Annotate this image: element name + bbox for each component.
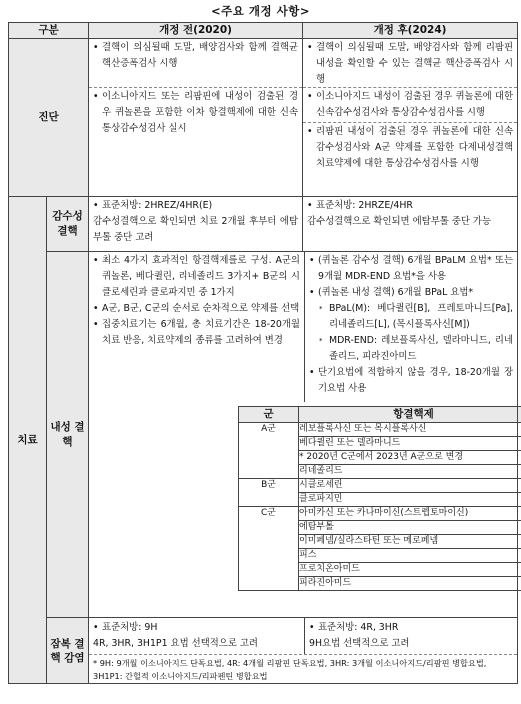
drug-table-col-group: 군 xyxy=(239,407,299,423)
header-category: 구분 xyxy=(9,23,89,39)
group-c-drug-3: 이미페넴/실라스타틴 또는 메로페넴 xyxy=(299,535,521,549)
group-c-drug-2: 에탐부톨 xyxy=(299,521,521,535)
group-b-label: B군 xyxy=(239,479,299,507)
susceptible-label: 감수성 결핵 xyxy=(47,197,89,252)
susceptible-after-text: 감수성결핵으로 확인되면 에탐부톨 중단 가능 xyxy=(307,216,492,227)
susceptible-before xyxy=(89,197,303,252)
header-after: 개정 후(2024) xyxy=(303,23,518,39)
resistant-after-sub-2: * MDR-END: 레보플록사신, 델라마니드, 리네졸리드, 피라진아미드 xyxy=(319,335,514,362)
diagnosis-after-item-2: • 이소니아지드 내성이 검출된 경우 퀴놀론에 대한 신속감수성검사와 통상감수성검사를 시행 xyxy=(307,89,513,121)
susceptible-after-regimen: • 표준처방: 2HRZE/4HR xyxy=(307,198,513,214)
group-b-drug-2: 클로파지민 xyxy=(299,493,521,507)
group-a-drug-3: 리네졸리드 xyxy=(299,465,521,479)
diagnosis-before-item-2: • 이소니아지드 또는 리팜핀에 내성이 검출된 경우 퀴놀론을 포함한 이차 항결핵제에 대한 신속통상감수성검사 실시 xyxy=(93,89,298,137)
diagnosis-after xyxy=(303,39,518,197)
resistant-after xyxy=(305,252,517,402)
resistant-label: 내성 결핵 xyxy=(47,252,89,618)
resistant-before-item-2: • A군, B군, C군의 순서로 순차적으로 약제를 선택 xyxy=(93,301,300,317)
latent-after-text: 9H요법 선택적으로 고려 xyxy=(309,638,410,649)
group-c-drug-1: 아미카신 또는 카나마이신(스트렙토마이신) xyxy=(299,507,521,521)
susceptible-after xyxy=(303,197,518,252)
diagnosis-label: 진단 xyxy=(9,39,89,197)
group-c-drug-5: 프로치온아미드 xyxy=(299,563,521,577)
latent-before xyxy=(89,618,305,654)
susceptible-before-text: 감수성결핵으로 확인되면 치료 2개월 후부터 에탐부톨 중단 고려 xyxy=(93,216,299,243)
group-c-drug-6: 피라진아미드 xyxy=(299,577,521,591)
resistant-after-item-2: • (퀴놀론 내성 결핵) 6개월 BPaL 요법* xyxy=(309,285,513,301)
group-a-drug-2: 베다퀼린 또는 델라마니드 xyxy=(299,437,521,451)
drug-group-table xyxy=(238,406,521,591)
group-a-drug-1: 레보플록사신 또는 목시플록사신 xyxy=(299,423,521,437)
diagnosis-after-item-3: • 리팜핀 내성이 검출된 경우 퀴놀론에 대한 신속감수성검사와 A군 약제를 포함한 다제내성결핵 치료약제에 대한 통상감수성검사를 시행 xyxy=(307,124,513,172)
latent-cell xyxy=(89,618,518,684)
header-row xyxy=(9,23,518,39)
diagnosis-before-item-1: • 결핵이 의심될때 도말, 배양검사와 함께 결핵균 핵산증폭검사 시행 xyxy=(93,40,298,72)
group-a-note: * 2020년 C군에서 2023년 A군으로 변경 xyxy=(299,451,521,465)
diagnosis-before xyxy=(89,39,303,197)
resistant-after-item-1: • (퀴놀론 감수성 결핵) 6개월 BPaLM 요법* 또는 9개월 MDR-END 요법*을 사용 xyxy=(309,253,513,285)
latent-after-regimen: • 표준처방: 4R, 3HR xyxy=(309,620,513,636)
latent-before-regimen: • 표준처방: 9H xyxy=(93,620,300,636)
doc-title: <주요 개정 사항> xyxy=(211,4,310,18)
treatment-label: 치료 xyxy=(9,197,47,684)
header-before: 개정 전(2020) xyxy=(89,23,303,39)
diagnosis-row xyxy=(9,39,518,197)
resistant-after-sub-1: * BPaL(M): 베다퀼린[B], 프레토마니드[Pa], 리네졸리드[L], (목시플록사신[M]) xyxy=(319,303,514,330)
revision-table xyxy=(8,22,518,684)
group-c-drug-4: 피스 xyxy=(299,549,521,563)
resistant-before-item-1: • 최소 4가지 효과적인 항결핵제를로 구성. A군의 퀴놀론, 베다퀼린, 리네졸리드 3가지+ B군의 시클로세린과 클로파지민 중 1가지 xyxy=(93,253,300,301)
susceptible-row xyxy=(9,197,518,252)
resistant-before xyxy=(89,252,305,402)
revision-table-frame xyxy=(8,22,517,690)
group-c-label: C군 xyxy=(239,507,299,591)
susceptible-before-regimen: • 표준처방: 2HREZ/4HR(E) xyxy=(93,198,298,214)
resistant-row xyxy=(9,252,518,618)
latent-row xyxy=(9,618,518,684)
diagnosis-after-item-1: • 결핵이 의심될때 도말, 배양검사와 함께 리팜핀 내성을 확인할 수 있는 결핵균 핵산증폭검사 시행 xyxy=(307,40,513,88)
footnote: * 9H: 9개월 이소니아지드 단독요법, 4R: 4개월 리팜핀 단독요법, 3HR: 3개월 이소니아지드/리팜핀 병합요법, 3H1P1: 간헐적 이소니아지드/리파펜틴 병합요법 xyxy=(89,654,517,683)
drug-table-col-drug: 항결핵제 xyxy=(299,407,521,423)
latent-label: 잠복 결핵 감염 xyxy=(47,618,89,684)
resistant-before-item-3: • 집중치료기는 6개월, 총 치료기간은 18-20개월 치료 반응, 치료약제의 종류를 고려하여 변경 xyxy=(93,317,300,349)
group-a-label: A군 xyxy=(239,423,299,479)
group-b-drug-1: 시클로세린 xyxy=(299,479,521,493)
latent-before-text: 4R, 3HR, 3H1P1 요법 선택적으로 고려 xyxy=(93,638,258,649)
latent-after xyxy=(305,618,517,654)
resistant-after-item-3: • 단기요법에 적합하지 않을 경우, 18-20개월 장기요법 사용 xyxy=(309,365,513,397)
resistant-cell xyxy=(89,252,518,618)
